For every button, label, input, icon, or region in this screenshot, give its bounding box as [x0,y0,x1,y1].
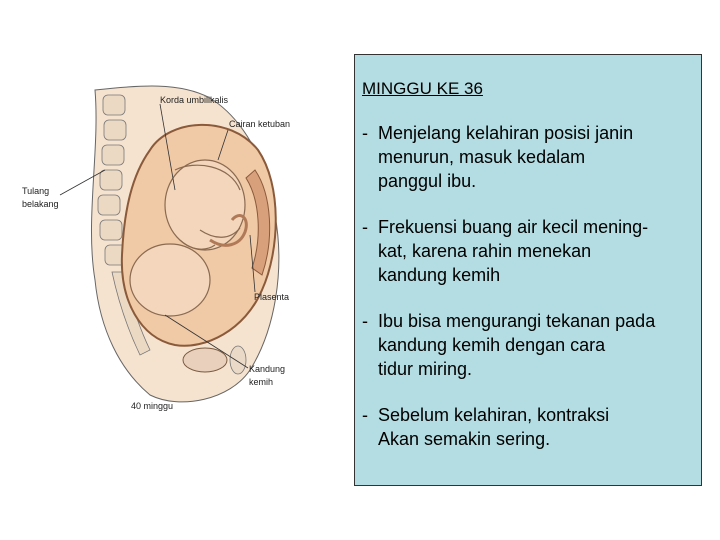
fetus-body [165,160,245,250]
info-textbox [354,54,702,486]
bullet-text: Menjelang kelahiran posisi janin menurun, masuk kedalam panggul ibu. [378,123,634,191]
label-40-minggu: 40 minggu [131,401,174,411]
label-kemih: kemih [249,377,274,387]
bullet-dash: - [362,123,368,143]
bullet-item [362,215,701,287]
fetus-head [130,244,210,316]
label-cairan-ketuban: Cairan ketuban [229,119,291,129]
label-plasenta: Plasenta [254,292,290,302]
bullet-dash: - [362,405,368,425]
bullet-item [362,121,701,193]
bullet-item [362,403,701,451]
textbox-heading: MINGGU KE 36 [362,79,483,98]
bullet-text: Frekuensi buang air kecil mening- kat, karena rahin menekan kandung kemih [378,217,649,285]
bullet-item [362,309,701,381]
bullet-dash: - [362,217,368,237]
fetus-week-40-diagram [0,0,345,430]
label-kandung: Kandung [249,364,286,374]
label-korda-umbilikalis: Korda umbilikalis [160,95,229,105]
bladder [183,348,227,372]
pubic-bone [230,346,246,374]
bullet-text: Ibu bisa mengurangi tekanan pada kandung kemih dengan cara tidur miring. [378,311,656,379]
bullet-dash: - [362,311,368,331]
bullet-text: Sebelum kelahiran, kontraksi Akan semakin sering. [378,405,610,449]
label-belakang: belakang [22,199,59,209]
pregnancy-illustration [0,0,345,430]
label-tulang: Tulang [22,186,50,196]
